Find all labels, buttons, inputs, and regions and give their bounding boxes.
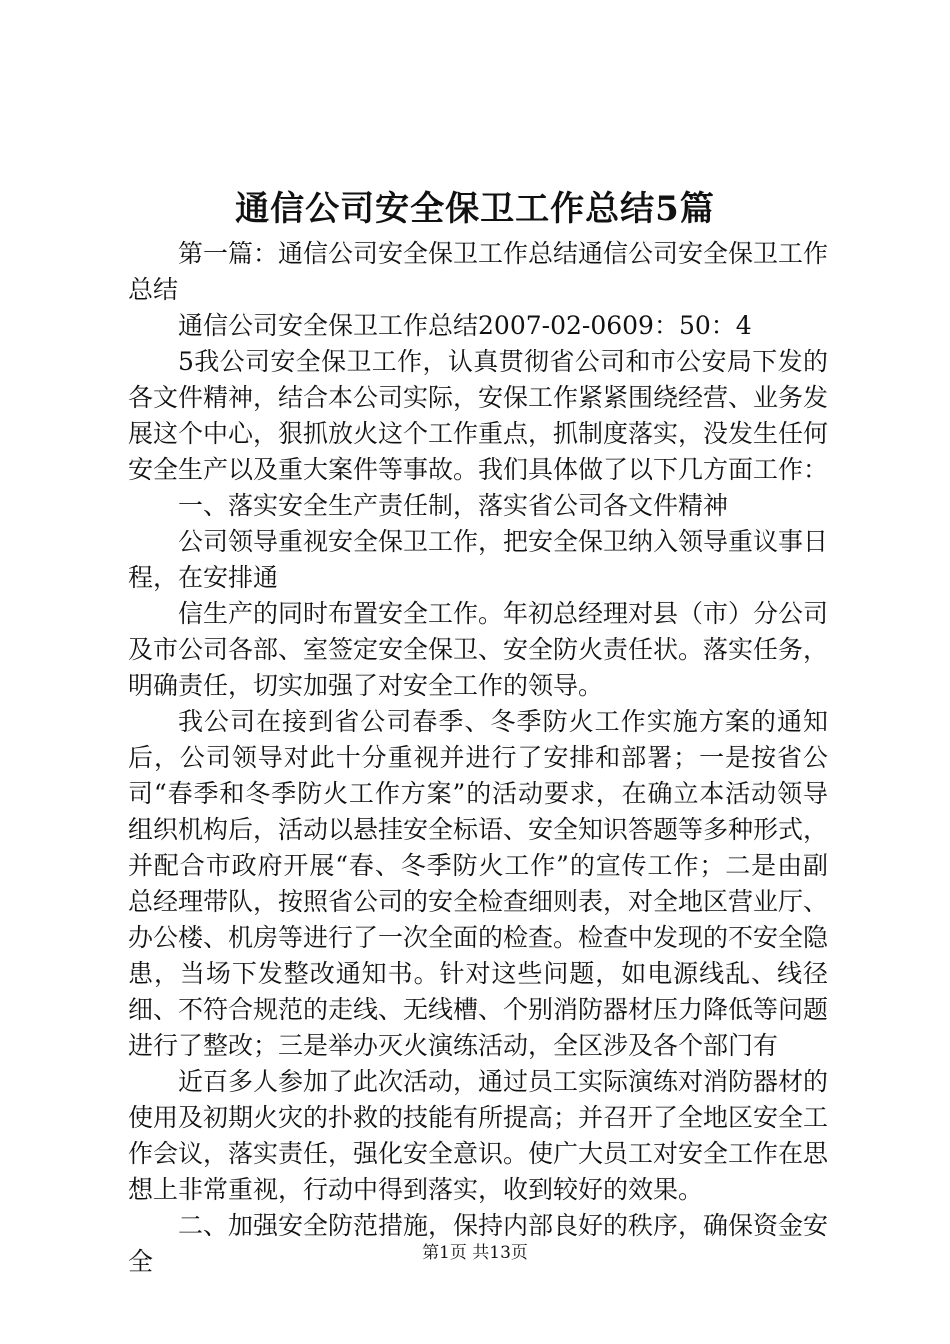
paragraph: 第一篇：通信公司安全保卫工作总结通信公司安全保卫工作总结	[128, 239, 829, 304]
paragraph: 近百多人参加了此次活动，通过员工实际演练对消防器材的使用及初期火灾的扑救的技能有所提高；并召开了全地区安全工作会议，落实责任，强化安全意识。使广大员工对安全工作在思想上非常重视，行动中得到落实，收到较好的效果。	[128, 1067, 829, 1204]
paragraph: 5我公司安全保卫工作，认真贯彻省公司和市公安局下发的各文件精神，结合本公司实际，安保工作紧紧围绕经营、业务发展这个中心，狠抓放火这个工作重点，抓制度落实，没发生任何安全生产以及重大案件等事故。我们具体做了以下几方面工作：	[128, 347, 829, 484]
document-title: 通信公司安全保卫工作总结5篇	[235, 189, 715, 229]
paragraph: 信生产的同时布置安全工作。年初总经理对县（市）分公司及市公司各部、室签定安全保卫、安全防火责任状。落实任务，明确责任，切实加强了对安全工作的领导。	[128, 599, 829, 700]
page-number: 第1页	[422, 1243, 467, 1263]
paragraph: 一、落实安全生产责任制，落实省公司各文件精神	[178, 491, 729, 520]
page-total: 共13页	[472, 1243, 528, 1263]
paragraph: 通信公司安全保卫工作总结2007-02-0609：50：4	[178, 311, 752, 340]
page-footer	[0, 1241, 950, 1265]
paragraph: 公司领导重视安全保卫工作，把安全保卫纳入领导重议事日程，在安排通	[128, 527, 829, 592]
document-body	[128, 236, 828, 1280]
paragraph: 二、加强安全防范措施，保持内部良好的秩序，确保资金安全	[128, 1211, 829, 1276]
paragraph: 我公司在接到省公司春季、冬季防火工作实施方案的通知后，公司领导对此十分重视并进行了安排和部署；一是按省公司“春季和冬季防火工作方案”的活动要求，在确立本活动领导组织机构后，活动以悬挂安全标语、安全知识答题等多种形式，并配合市政府开展“春、冬季防火工作”的宣传工作；二是由副总经理带队，按照省公司的安全检查细则表，对全地区营业厅、办公楼、机房等进行了一次全面的检查。检查中发现的不安全隐患，当场下发整改通知书。针对这些问题，如电源线乱、线径细、不符合规范的走线、无线槽、个别消防器材压力降低等问题进行了整改；三是举办灭火演练活动，全区涉及各个部门有	[128, 707, 829, 1060]
